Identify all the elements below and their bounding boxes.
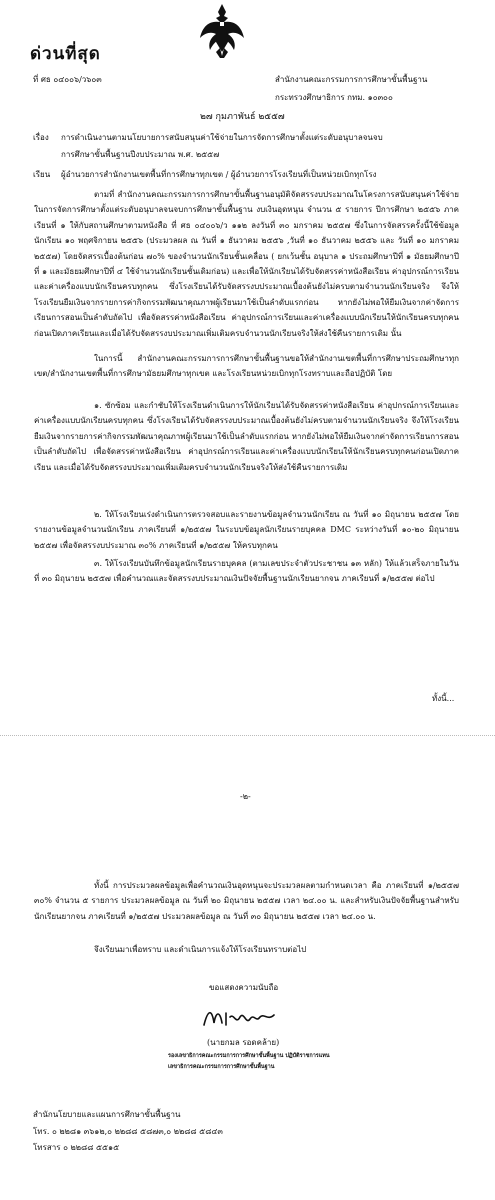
urgent-stamp: ด่วนที่สุด: [30, 44, 101, 64]
instruction-item-2: ๒. ให้โรงเรียนเร่งดำเนินการตรวจสอบและรายงานข้อมูลจำนวนนักเรียน ณ วันที่ ๑๐ มิถุนายน ๒๕๕๗ โดยรายงานข้อมูลจำนวนนักเรียน ภาคเรียนที่ ๑/๒๕๕๗ ในระบบข้อมูลนักเรียนรายบุคคล DMC ระหว่างวันที่ ๑๐-๒๐ มิถุนายน ๒๕๕๗ เพื่อจัดสรรงบประมาณ ๓๐% ภาคเรียนที่ ๑/๒๕๕๗ ให้ครบทุกคน: [34, 510, 459, 550]
page-number: -๒-: [240, 792, 251, 801]
instruction-item-3: ๓. ให้โรงเรียนบันทึกข้อมูลนักเรียนรายบุคคล (ตามเลขประจำตัวประชาชน ๑๓ หลัก) ให้แล้วเสร็จภายในวันที่ ๓๐ มิถุนายน ๒๕๕๗ เพื่อคำนวณและจัดสรรงบประมาณเงินปัจจัยพื้นฐานนักเรียนยากจน ภาคเรียนที่ ๑/๒๕๕๗ ต่อไป: [34, 559, 459, 584]
subject-line-1: การดำเนินงานตามนโยบายการสนับสนุนค่าใช้จ่ายในการจัดการศึกษาตั้งแต่ระดับอนุบาลจนจบ: [61, 133, 383, 142]
document-number: ที่ ศธ ๐๔๐๐๖/ว๖๐๓: [33, 75, 102, 84]
garuda-emblem-icon: [198, 2, 246, 58]
subject-line-2: การศึกษาขั้นพื้นฐานปีงบประมาณ พ.ศ. ๒๕๕๗: [61, 150, 220, 159]
instruction-item-1: ๑. ซักซ้อม และกำชับให้โรงเรียนดำเนินการให้นักเรียนได้รับจัดสรรค่าหนังสือเรียน ค่าอุปกรณ์การเรียนและค่าเครื่องแบบนักเรียนครบทุกคน ซึ่งโรงเรียนได้รับจัดสรรงบประมาณเบื้องต้นยังไม่ครบตามจำนวนนักเรียนจริง จึงให้โรงเรียนยืมเงินจากรายการค่ากิจกรรมพัฒนาคุณภาพผู้เรียนมาใช้เป็นลำดับแรกก่อน หากยังไม่พอให้ยืมเงินจากค่าจัดการเรียนการสอนเป็นลำดับถัดไป เพื่อจัดสรรค่าหนังสือเรียน ค่าอุปกรณ์การเรียนและค่าเครื่องแบบนักเรียนให้นักเรียนครบทุกคนก่อนเปิดภาคเรียน และเมื่อได้รับจัดสรรงบประมาณเพิ่มเติมครบจำนวนนักเรียนจริงให้ส่งใช้คืนรายการเดิม: [34, 401, 459, 472]
recipient-text: ผู้อำนวยการสำนักงานเขตพื้นที่การศึกษาทุกเขต / ผู้อำนวยการโรงเรียนที่เป็นหน่วยเบิกทุกโรง: [61, 170, 377, 179]
subject-label: เรื่อง: [33, 133, 49, 142]
footer-telephone: โทร. ๐ ๒๒๘๑ ๓๖๑๒,๐ ๒๒๘๘ ๕๘๗๓,๐ ๒๒๘๘ ๕๘๔๓: [33, 1127, 223, 1136]
regards-line: ขอแสดงความนับถือ: [209, 983, 279, 992]
body-paragraph-2: ในการนี้ สำนักงานคณะกรรมการการศึกษาขั้นพื้นฐานขอให้สำนักงานเขตพื้นที่การศึกษาประถมศึกษาทุกเขต/สำนักงานเขตพื้นที่การศึกษามัธยมศึกษาทุกเขต และโรงเรียนหน่วยเบิกทุกโรงทราบและถือปฏิบัติ โดย: [34, 354, 459, 379]
footer-office: สำนักนโยบายและแผนการศึกษาขั้นพื้นฐาน: [33, 1110, 181, 1119]
document-date: ๒๗ กุมภาพันธ์ ๒๕๕๗: [200, 112, 285, 122]
continuation-marker: ทั้งนี้...: [432, 694, 455, 703]
footer-fax: โทรสาร ๐ ๒๒๘๘ ๕๕๑๕: [33, 1143, 120, 1152]
request-line: จึงเรียนมาเพื่อทราบ และดำเนินการแจ้งให้โรงเรียนทราบต่อไป: [94, 945, 307, 954]
signer-title-line-1: รองเลขาธิการคณะกรรมการการศึกษาขั้นพื้นฐาน ปฏิบัติราชการแทน: [168, 1053, 330, 1059]
signer-title-line-2: เลขาธิการคณะกรรมการการศึกษาขั้นพื้นฐาน: [168, 1064, 275, 1070]
signer-name: (นายกมล รอดคล้าย): [207, 1038, 280, 1047]
body-paragraph-1: ตามที่ สำนักงานคณะกรรมการการศึกษาขั้นพื้นฐานอนุมัติจัดสรรงบประมาณในโครงการสนับสนุนค่าใช้จ่ายในการจัดการศึกษาตั้งแต่ระดับอนุบาลจนจบการศึกษาขั้นพื้นฐาน งบเงินอุดหนุน จำนวน ๕ รายการ ปีการศึกษา ๒๕๕๖ ภาคเรียนที่ ๑ ให้กับสถานศึกษาตามหนังสือ ที่ ศธ ๐๔๐๐๖/ว ๑๑๒ ลงวันที่ ๓๐ มกราคม ๒๕๕๗ ซึ่งในการจัดสรรครั้งนี้ใช้ข้อมูลนักเรียน ๑๐ พฤศจิกายน ๒๕๕๖ (ประมวลผล ณ วันที่ ๑ ธันวาคม ๒๕๕๖ ,วันที่ ๑๐ ธันวาคม ๒๕๕๖ และ วันที่ ๑๐ มกราคม ๒๕๕๗) โดยจัดสรรเบื้องต้นก่อน ๗๐% ของจำนวนนักเรียนชั้นเคลื่อน ( ยกเว้นชั้น อนุบาล ๑ ประถมศึกษาปีที่ ๑ มัธยมศึกษาปีที่ ๑ และมัธยมศึกษาปีที่ ๔ ใช้จำนวนนักเรียนชั้นเดิมก่อน) และเพื่อให้นักเรียนได้รับจัดสรรค่าหนังสือเรียน ค่าอุปกรณ์การเรียนและค่าเครื่องแบบนักเรียนครบทุกคน ซึ่งโรงเรียนได้รับจัดสรรงบประมาณเบื้องต้นยังไม่ครบตามจำนวนนักเรียนจริง จึงให้โรงเรียนยืมเงินจากรายการค่ากิจกรรมพัฒนาคุณภาพผู้เรียนมาใช้เป็นลำดับแรกก่อน หากยังไม่พอให้ยืมเงินจากค่าจัดการเรียนการสอนเป็นลำดับถัดไป เพื่อจัดสรรค่าหนังสือเรียน ค่าอุปกรณ์การเรียนและค่าเครื่องแบบนักเรียนให้นักเรียนครบทุกคนก่อนเปิดภาคเรียนและเมื่อได้รับจัดสรรงบประมาณเพิ่มเติมครบจำนวนนักเรียนจริงให้ส่งใช้คืนรายการเดิม นั้น: [34, 190, 459, 338]
issuing-office: สำนักงานคณะกรรมการการศึกษาขั้นพื้นฐาน: [275, 75, 428, 84]
signature-icon: [200, 1003, 280, 1033]
recipient-label: เรียน: [33, 170, 51, 179]
page-break: [0, 735, 495, 736]
page2-paragraph: ทั้งนี้ การประมวลผลข้อมูลเพื่อคำนวณเงินอุดหนุนจะประมวลผลตามกำหนดเวลา คือ ภาคเรียนที่ ๑/๒๕๕๗ ๓๐% จำนวน ๕ รายการ ประมวลผลข้อมูล ณ วันที่ ๒๐ มิถุนายน ๒๕๕๗ เวลา ๒๔.๐๐ น. และสำหรับเงินปัจจัยพื้นฐานสำหรับนักเรียนยากจน ภาคเรียนที่ ๑/๒๕๕๗ ประมวลผลข้อมูล ณ วันที่ ๓๐ มิถุนายน ๒๕๕๗ เวลา ๒๔.๐๐ น.: [34, 881, 459, 921]
issuing-office-address: กระทรวงศึกษาธิการ กทม. ๑๐๓๐๐: [275, 93, 393, 102]
